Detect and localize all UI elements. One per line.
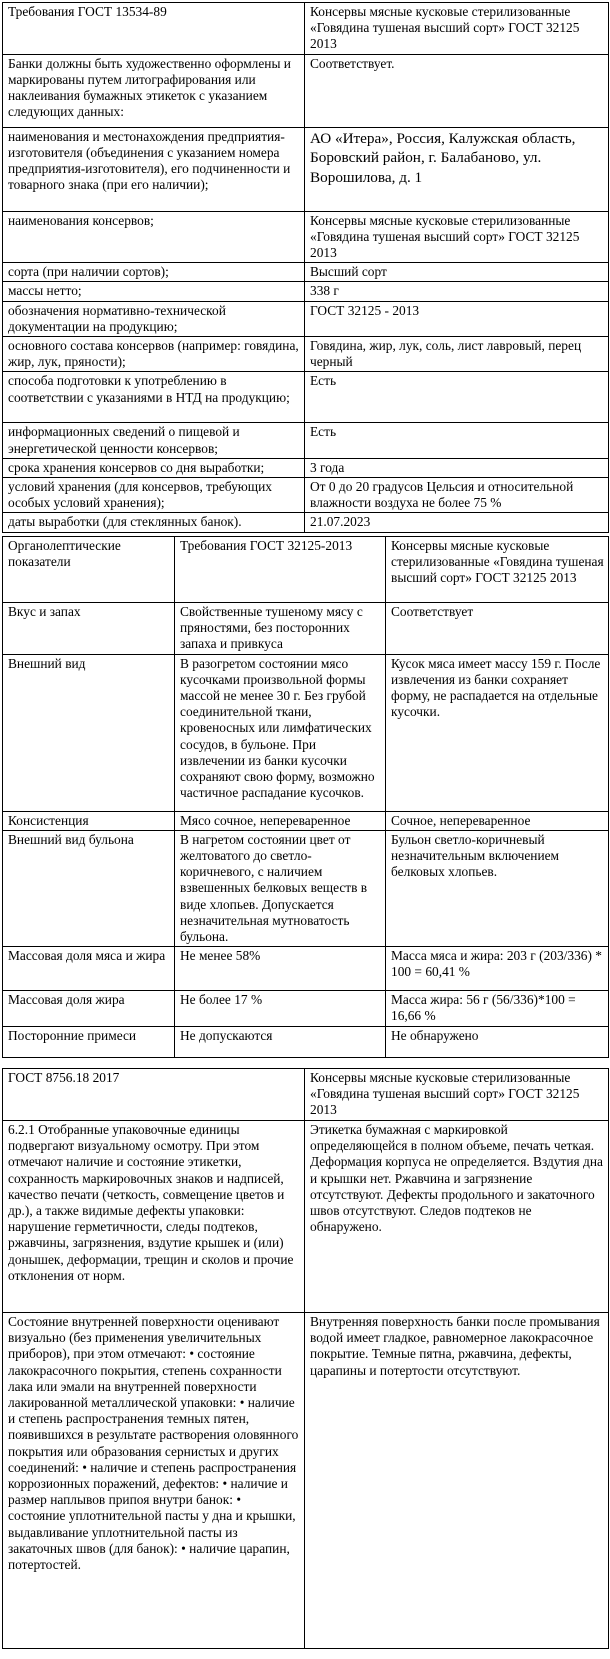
- value-cell: Сочное, непереваренное: [386, 811, 609, 830]
- requirement-cell: Не менее 58%: [175, 947, 386, 991]
- table-row: [3, 1027, 609, 1058]
- requirement-cell: массы нетто;: [3, 282, 305, 301]
- value-cell: 21.07.2023: [305, 513, 609, 532]
- table-header-row: [3, 537, 609, 603]
- value-cell: Консервы мясные кусковые стерилизованные «Говядина тушеная высший сорт» ГОСТ 32125 2013: [305, 211, 609, 263]
- value-cell: ГОСТ 32125 - 2013: [305, 301, 609, 336]
- value-cell: Говядина, жир, лук, соль, лист лавровый, перец черный: [305, 337, 609, 372]
- table-row: [3, 263, 609, 282]
- indicator-cell: Массовая доля жира: [3, 991, 175, 1027]
- requirement-cell: Состояние внутренней поверхности оценивают визуально (без применения увеличительных приборов), при этом отмечают: • состояние лакокрасочного покрытия, степень сохранности лака или эмали на внутренней поверхности лакированной металлической упаковки: • наличие и степень распространения темных пятен, появившихся в результате растворения оловянного покрытия или образования сернистых и других соединений: • наличие и степень распространения коррозионных поражений, дефектов: • наличие и размер наплывов припоя внутри банок: • состояние уплотнительной пасты у дна и крышки, выдавливание уплотнительной пасты из закаточных швов (для банок): • наличие царапин, потертостей.: [3, 1313, 305, 1649]
- table-row: [3, 513, 609, 532]
- header-cell-standard: ГОСТ 8756.18 2017: [3, 1069, 305, 1121]
- header-cell-product: Консервы мясные кусковые стерилизованные «Говядина тушеная высший сорт» ГОСТ 32125 2013: [305, 3, 609, 55]
- requirement-cell: наименования и местонахождения предприятия-изготовителя (объединения с указанием номера предприятия-изготовителя), его подчиненности и товарного знака (при его наличии);: [3, 127, 305, 211]
- requirement-cell: сорта (при наличии сортов);: [3, 263, 305, 282]
- table-row: [3, 991, 609, 1027]
- value-cell: Есть: [305, 372, 609, 423]
- table-row: [3, 423, 609, 458]
- value-cell: От 0 до 20 градусов Цельсия и относительной влажности воздуха не более 75 %: [305, 478, 609, 513]
- value-cell: Есть: [305, 423, 609, 458]
- requirement-cell: условий хранения (для консервов, требующих особых условий хранения);: [3, 478, 305, 513]
- indicator-cell: Массовая доля мяса и жира: [3, 947, 175, 991]
- table-row: [3, 127, 609, 211]
- requirement-cell: Свойственные тушеному мясу с пряностями, без посторонних запаха и привкуса: [175, 603, 386, 655]
- table-row: [3, 372, 609, 423]
- table-row: [3, 654, 609, 811]
- requirement-cell: Мясо сочное, непереваренное: [175, 811, 386, 830]
- value-cell: Бульон светло-коричневый незначительным включением белковых хлопьев.: [386, 830, 609, 946]
- table-row: [3, 478, 609, 513]
- table-row: [3, 830, 609, 946]
- header-cell-product: Консервы мясные кусковые стерилизованные «Говядина тушеная высший сорт» ГОСТ 32125 2013: [305, 1069, 609, 1121]
- value-cell: Соответствует: [386, 603, 609, 655]
- requirement-cell: обозначения нормативно-технической документации на продукцию;: [3, 301, 305, 336]
- requirement-cell: Банки должны быть художественно оформлены и маркированы путем литографирования или наклеивания бумажных этикеток с указанием следующих данных:: [3, 54, 305, 127]
- value-cell: Масса жира: 56 г (56/336)*100 = 16,66 %: [386, 991, 609, 1027]
- value-cell: 338 г: [305, 282, 609, 301]
- requirement-cell: основного состава консервов (например: говядина, жир, лук, пряности);: [3, 337, 305, 372]
- requirement-cell: В разогретом состоянии мясо кусочками произвольной формы массой не менее 30 г. Без грубой соединительной ткани, кровеносных или лимфатических сосудов, в бульоне. При извлечении из банки кусочки сохраняют свою форму, возможно частичное распадание кусочков.: [175, 654, 386, 811]
- value-cell: Не обнаружено: [386, 1027, 609, 1058]
- value-cell: Соответствует.: [305, 54, 609, 127]
- value-cell: Внутренняя поверхность банки после промывания водой имеет гладкое, равномерное лакокрасочное покрытие. Темные пятна, ржавчина, дефекты, царапины и потертости отсутствуют.: [305, 1313, 609, 1649]
- header-cell-indicator: Органолептические показатели: [3, 537, 175, 603]
- table-row: [3, 947, 609, 991]
- table-row: [3, 458, 609, 477]
- requirement-cell: 6.2.1 Отобранные упаковочные единицы подвергают визуальному осмотру. При этом отмечают наличие и состояние этикетки, сохранность маркировочных знаков и надписей, качество печати (четкость, совмещение цветов и др.), а также видимые дефекты упаковки: нарушение герметичности, следы подтеков, ржавчины, загрязнения, вздутие крышек и (или) донышек, деформации, трещин и сколов и прочие отклонения от норм.: [3, 1121, 305, 1313]
- requirement-cell: В нагретом состоянии цвет от желтоватого до светло-коричневого, с наличием взвешенных белковых веществ в виде хлопьев. Допускается незначительная мутноватость бульона.: [175, 830, 386, 946]
- table-row: [3, 811, 609, 830]
- requirement-cell: Не более 17 %: [175, 991, 386, 1027]
- table-row: [3, 1313, 609, 1649]
- value-cell: Этикетка бумажная с маркировкой определяющейся в полном объеме, печать четкая. Деформация корпуса не определяется. Вздутия дна и крышки нет. Ржавчина и загрязнение отсутствуют. Дефекты продольного и закаточного швов отсутствуют. Следов подтеков не обнаружено.: [305, 1121, 609, 1313]
- indicator-cell: Внешний вид бульона: [3, 830, 175, 946]
- value-cell: Масса мяса и жира: 203 г (203/336) * 100 = 60,41 %: [386, 947, 609, 991]
- table-row: [3, 301, 609, 336]
- table-row: [3, 603, 609, 655]
- value-cell: Высший сорт: [305, 263, 609, 282]
- packaging-inspection-table: [2, 1068, 609, 1649]
- requirement-cell: срока хранения консервов со дня выработки;: [3, 458, 305, 477]
- requirement-cell: информационных сведений о пищевой и энергетической ценности консервов;: [3, 423, 305, 458]
- table-row: [3, 337, 609, 372]
- labeling-requirements-table: [2, 2, 609, 533]
- table-row: [3, 54, 609, 127]
- manufacturer-cell: АО «Итера», Россия, Калужская область, Боровский район, г. Балабаново, ул. Ворошилова, д. 1: [305, 127, 609, 211]
- indicator-cell: Вкус и запах: [3, 603, 175, 655]
- requirement-cell: наименования консервов;: [3, 211, 305, 263]
- indicator-cell: Консистенция: [3, 811, 175, 830]
- table-row: [3, 282, 609, 301]
- organoleptic-table: [2, 536, 609, 1058]
- requirement-cell: даты выработки (для стеклянных банок).: [3, 513, 305, 532]
- table-row: [3, 1121, 609, 1313]
- header-cell-product: Консервы мясные кусковые стерилизованные «Говядина тушеная высший сорт» ГОСТ 32125 2013: [386, 537, 609, 603]
- header-cell-requirement: Требования ГОСТ 32125-2013: [175, 537, 386, 603]
- requirement-cell: Не допускаются: [175, 1027, 386, 1058]
- requirement-cell: способа подготовки к употреблению в соответствии с указаниями в НТД на продукцию;: [3, 372, 305, 423]
- table-header-row: [3, 1069, 609, 1121]
- value-cell: Кусок мяса имеет массу 159 г. После извлечения из банки сохраняет форму, не распадается на отдельные кусочки.: [386, 654, 609, 811]
- indicator-cell: Посторонние примеси: [3, 1027, 175, 1058]
- table-header-row: [3, 3, 609, 55]
- value-cell: 3 года: [305, 458, 609, 477]
- indicator-cell: Внешний вид: [3, 654, 175, 811]
- table-row: [3, 211, 609, 263]
- header-cell-requirement: Требования ГОСТ 13534-89: [3, 3, 305, 55]
